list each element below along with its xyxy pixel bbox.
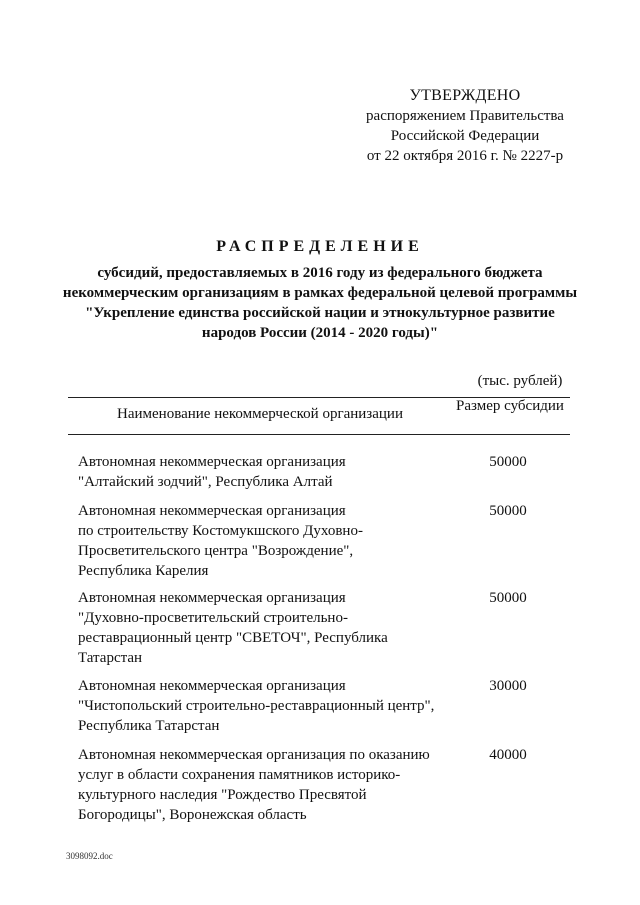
organization-name: Автономная некоммерческая организация "Алтайский зодчий", Республика Алтай (78, 454, 346, 490)
units-label: (тыс. рублей) (477, 373, 563, 389)
approval-line-1: распоряжением Правительства (366, 108, 564, 124)
document-subtitle: субсидий, предоставляемых в 2016 году из федерального бюджета некоммерческим организациям в рамках федеральной целевой программы "Укрепление единства российской нации и этнокультурное развитие народов России (2014 - 2020 годы)" (62, 265, 578, 341)
approval-stamp (330, 86, 600, 166)
approval-line-2: Российской Федерации (390, 128, 540, 144)
table-header-rule (68, 434, 570, 435)
subsidy-amount: 50000 (489, 454, 527, 470)
subsidy-amount: 50000 (489, 503, 527, 519)
organization-name: Автономная некоммерческая организация по оказанию услуг в области сохранения памятников историко- культурного наследия "Рождество Пресвятой Богородицы", Воронежская область (78, 747, 430, 823)
file-reference: 3098092.doc (66, 851, 113, 861)
document-title: РАСПРЕДЕЛЕНИЕ (216, 238, 424, 255)
column-header-amount: Размер субсидии (456, 398, 564, 414)
organization-name: Автономная некоммерческая организация по строительству Костомукшского Духовно- Просветительского центра "Возрождение", Республика Карелия (78, 503, 363, 579)
approval-line-3: от 22 октября 2016 г. № 2227-р (366, 148, 564, 164)
subsidy-amount: 50000 (489, 590, 527, 606)
column-header-name: Наименование некоммерческой организации (117, 406, 403, 422)
organization-name: Автономная некоммерческая организация "Чистопольский строительно-реставрационный центр", Республика Татарстан (78, 678, 435, 734)
organization-name: Автономная некоммерческая организация "Духовно-просветительский строительно- реставрационный центр "СВЕТОЧ", Республика Татарстан (78, 590, 388, 666)
subsidy-amount: 40000 (489, 747, 527, 763)
subsidy-amount: 30000 (489, 678, 527, 694)
approval-heading: УТВЕРЖДЕНО (409, 87, 521, 104)
